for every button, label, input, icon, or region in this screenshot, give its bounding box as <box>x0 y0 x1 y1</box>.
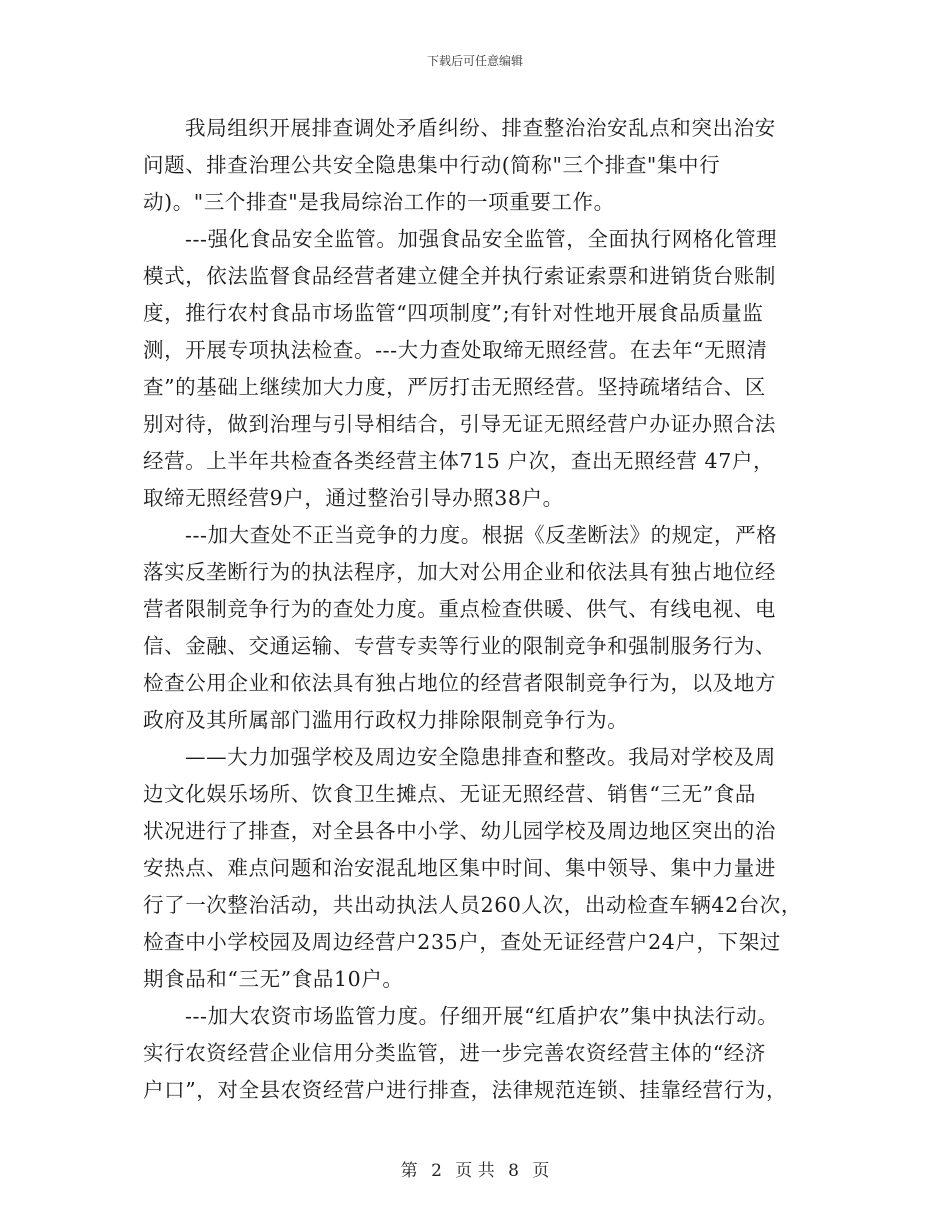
text-line: 状况进行了排查，对全县各中小学、幼儿园学校及周边地区突出的治 <box>143 819 776 843</box>
text-line: 测，开展专项执法检查。---大力查处取缔无照经营。在去年“无照清 <box>143 338 768 362</box>
text-line: ---加大农资市场监管力度。仔细开展“红盾护农”集中执法行动。 <box>185 1004 779 1028</box>
text-line: 边文化娱乐场所、饮食卫生摊点、无证无照经营、销售“三无”食品 <box>143 782 756 806</box>
paragraph <box>143 998 823 1109</box>
paragraph <box>143 110 823 221</box>
paragraph <box>143 221 823 517</box>
page-footer <box>0 1156 950 1181</box>
text-line: 信、金融、交通运输、专营专卖等行业的限制竞争和强制服务行为、 <box>143 634 776 658</box>
page-footer-suffix: 页 <box>532 1161 550 1181</box>
text-line: 营者限制竞争行为的查处力度。重点检查供暖、供气、有线电视、电 <box>143 597 776 621</box>
page-footer-middle: 页 共 <box>455 1161 495 1181</box>
header-note: 下载后可任意编辑 <box>426 54 523 68</box>
document-body <box>143 110 823 1109</box>
text-line: 取缔无照经营9户，通过整治引导办照38户。 <box>143 486 564 510</box>
text-line: 度，推行农村食品市场监管“四项制度”;有针对性地开展食品质量监 <box>143 301 764 325</box>
text-line: ---强化食品安全监管。加强食品安全监管，全面执行网格化管理 <box>185 227 778 251</box>
text-line: 我局组织开展排查调处矛盾纠纷、排查整治治安乱点和突出治安 <box>185 116 776 140</box>
paragraph <box>143 517 823 739</box>
current-page-number: 2 <box>431 1161 442 1181</box>
text-line: 户口”，对全县农资经营户进行排查，法律规范连锁、挂靠经营行为， <box>143 1078 788 1102</box>
text-line: 实行农资经营企业信用分类监管，进一步完善农资经营主体的“经济 <box>143 1041 766 1065</box>
text-line: 落实反垄断行为的执法程序，加大对公用企业和依法具有独占地位经 <box>143 560 776 584</box>
page-footer-prefix: 第 <box>400 1161 418 1181</box>
text-line: 动)。"三个排查"是我局综治工作的一项重要工作。 <box>143 190 615 214</box>
text-line: 安热点、难点问题和治安混乱地区集中时间、集中领导、集中力量进 <box>143 856 776 880</box>
text-line: 经营。上半年共检查各类经营主体715 户次，查出无照经营 47户， <box>143 449 775 473</box>
text-line: 问题、排查治理公共安全隐患集中行动(简称"三个排查"集中行 <box>143 153 721 177</box>
text-line: 别对待，做到治理与引导相结合，引导无证无照经营户办证办照合法 <box>143 412 776 436</box>
text-line: 检查中小学校园及周边经营户235户，查处无证经营户24户，下架过 <box>143 930 781 954</box>
text-line: 检查公用企业和依法具有独占地位的经营者限制竞争行为，以及地方 <box>143 671 776 695</box>
paragraph <box>143 739 823 998</box>
text-line: 行了一次整治活动，共出动执法人员260人次，出动检查车辆42台次， <box>143 893 803 917</box>
text-line: 模式，依法监督食品经营者建立健全并执行索证索票和进销货台账制 <box>143 264 776 288</box>
text-line: 政府及其所属部门滥用行政权力排除限制竞争行为。 <box>143 708 629 732</box>
text-line: ---加大查处不正当竞争的力度。根据《反垄断法》的规定，严格 <box>185 523 778 547</box>
text-line: 查”的基础上继续加大力度，严厉打击无照经营。坚持疏堵结合、区 <box>143 375 766 399</box>
text-line: 期食品和“三无”食品10户。 <box>143 967 404 991</box>
text-line: ——大力加强学校及周边安全隐患排查和整改。我局对学校及周 <box>185 745 776 769</box>
total-page-count: 8 <box>508 1161 519 1181</box>
